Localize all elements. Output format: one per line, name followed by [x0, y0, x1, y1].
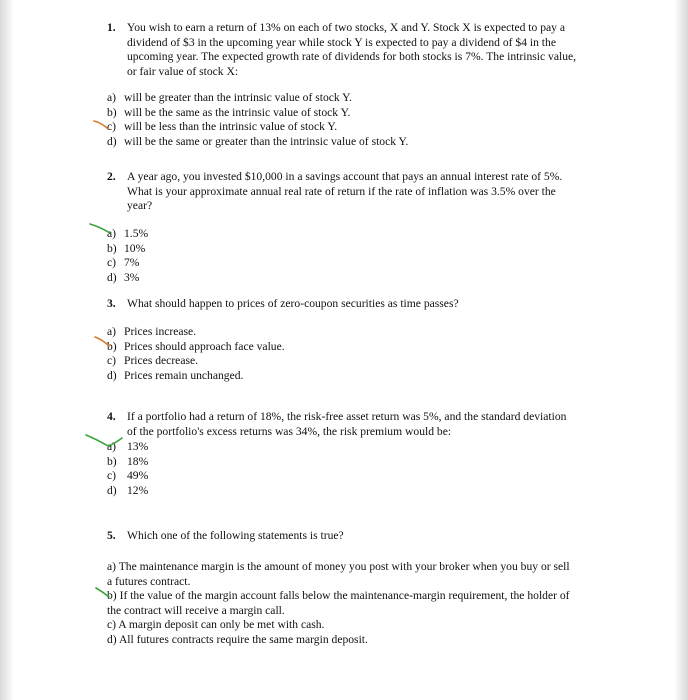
checkmark-stroke: [90, 224, 110, 233]
answer-checkmark-q3: [93, 334, 123, 354]
option-text: 18%: [127, 454, 149, 468]
page-shadow-left: [0, 0, 14, 700]
option-label: c): [107, 469, 117, 482]
option: [107, 484, 307, 499]
option-text: The maintenance margin is the amount of money you post with your broker when you buy or sell: [118, 560, 570, 573]
question-number: 4.: [107, 410, 116, 423]
question-line: or fair value of stock X:: [127, 64, 239, 78]
option-label: b): [107, 454, 117, 468]
option-text: 10%: [124, 241, 146, 255]
option-text: Prices decrease.: [124, 354, 199, 367]
question-line: What should happen to prices of zero-coupon securities as time passes?: [127, 297, 459, 310]
question-line: year?: [127, 199, 153, 212]
option: [107, 256, 307, 271]
option: [107, 633, 627, 648]
question-3-options: [107, 325, 407, 383]
option-text: 49%: [127, 469, 149, 482]
option: [107, 106, 507, 121]
option-text: 1.5%: [124, 227, 149, 240]
option-label: a): [107, 440, 117, 453]
option-text: Prices should approach face value.: [124, 339, 285, 353]
option-label: b): [107, 241, 117, 255]
checkmark-stroke: [95, 337, 109, 346]
option-text: Prices remain unchanged.: [124, 368, 244, 382]
question-2-options: [107, 227, 307, 285]
option: [107, 325, 407, 340]
option: [107, 135, 507, 150]
option-text: A margin deposit can only be met with cash.: [118, 618, 325, 631]
question-line: of the portfolio's excess returns was 34%, the risk premium would be:: [127, 424, 452, 438]
option-label: a): [107, 91, 117, 104]
option: [107, 271, 307, 286]
option-label: b): [107, 339, 117, 353]
option-label: c): [107, 256, 117, 269]
question-line: upcoming year. The expected growth rate of dividends for both stocks is 7%. The intrinsic value,: [127, 50, 577, 63]
option-text: 7%: [124, 256, 140, 269]
question-1-options: [107, 91, 507, 149]
option-label: c): [107, 618, 117, 631]
option-label: b): [107, 589, 117, 602]
option: [107, 369, 407, 384]
option-text: will be the same or greater than the intrinsic value of stock Y.: [124, 134, 409, 148]
option-continuation: the contract will receive a margin call.: [107, 603, 285, 617]
option: [107, 354, 407, 369]
option: [107, 120, 507, 135]
checkmark-stroke: [96, 588, 109, 597]
page-shadow-right: [674, 0, 688, 700]
option-text: 3%: [124, 270, 140, 284]
question-number: 2.: [107, 170, 116, 183]
question-line: If a portfolio had a return of 18%, the risk-free asset return was 5%, and the standard deviation: [127, 410, 567, 423]
option: [107, 618, 627, 633]
option-label: c): [107, 354, 117, 367]
option-label: d): [107, 483, 117, 497]
question-text: [127, 297, 459, 312]
question-line: dividend of $3 in the upcoming year while stock Y is expected to pay a dividend of $4 in the: [127, 35, 556, 49]
answer-checkmark-q5: [94, 586, 124, 606]
question-line: A year ago, you invested $10,000 in a savings account that pays an annual interest rate of 5%.: [127, 170, 563, 183]
checkmark-stroke: [94, 121, 108, 129]
question-number: 5.: [107, 529, 116, 542]
option-text: will be the same as the intrinsic value of stock Y.: [124, 105, 351, 119]
answer-checkmark-q1: [92, 117, 122, 137]
question-line: Which one of the following statements is true?: [127, 529, 344, 542]
option: [107, 242, 307, 257]
option: [107, 227, 307, 242]
option-label: a): [107, 227, 117, 240]
question-4-options: [107, 440, 307, 498]
option: [107, 589, 627, 604]
question-text: [127, 21, 576, 79]
option-label: d): [107, 632, 117, 646]
question-line: What is your approximate annual real rate of return if the rate of inflation was 3.5% over the: [127, 184, 556, 198]
option-continuation: a futures contract.: [107, 574, 191, 588]
question-line: You wish to earn a return of 13% on each of two stocks, X and Y. Stock X is expected to pay a: [127, 21, 566, 34]
option-label: d): [107, 270, 117, 284]
option-text: All futures contracts require the same margin deposit.: [118, 632, 368, 646]
option-label: d): [107, 134, 117, 148]
checkmark-stroke: [86, 435, 122, 446]
option-label: a): [107, 325, 117, 338]
option-label: b): [107, 105, 117, 119]
option: [107, 440, 307, 455]
option-label: d): [107, 368, 117, 382]
option-label: c): [107, 120, 117, 133]
question-text: [127, 410, 566, 439]
question-text: [127, 170, 562, 214]
option: [107, 469, 307, 484]
question-number: 1.: [107, 21, 116, 34]
option: [107, 340, 407, 355]
question-5-options: [107, 560, 627, 647]
option: [107, 560, 627, 575]
option: [107, 455, 307, 470]
answer-checkmark-q2: [88, 221, 122, 241]
question-text: [127, 529, 344, 544]
option-text: Prices increase.: [124, 325, 197, 338]
option-text: will be less than the intrinsic value of stock Y.: [124, 120, 338, 133]
answer-checkmark-q4: [84, 432, 134, 454]
option-text: will be greater than the intrinsic value of stock Y.: [124, 91, 352, 104]
option: [107, 91, 507, 106]
question-number: 3.: [107, 297, 116, 310]
option-text: If the value of the margin account falls below the maintenance-margin requirement, the holder of: [119, 589, 570, 602]
option-text: 13%: [127, 440, 149, 453]
option-label: a): [107, 560, 117, 573]
option-text: 12%: [127, 483, 149, 497]
